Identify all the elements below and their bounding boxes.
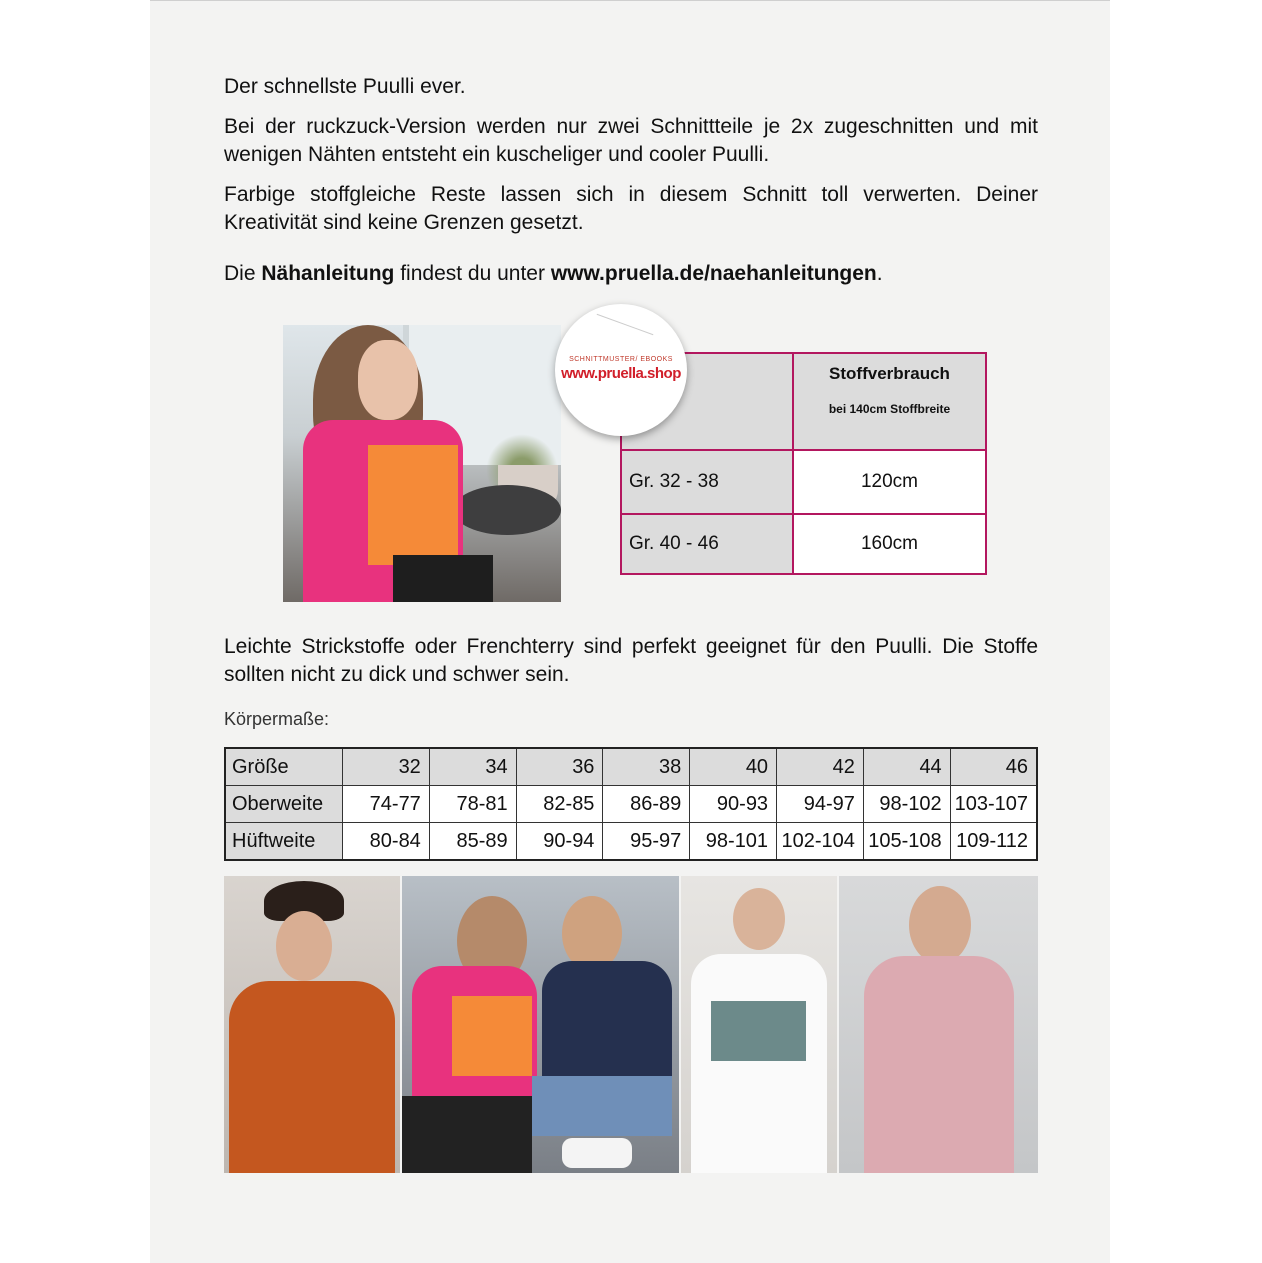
- leather-pants: [402, 1096, 532, 1173]
- navy-sweater: [542, 961, 672, 1091]
- measure-cell: 90-94: [516, 823, 603, 861]
- face: [358, 340, 418, 420]
- size-cell: 40: [690, 748, 777, 786]
- orange-sweater: [229, 981, 395, 1173]
- fabric-row: [621, 450, 986, 514]
- fabric-table-header: [793, 353, 986, 450]
- fabric-header-sub: bei 140cm Stoffbreite: [828, 402, 951, 416]
- size-cell: 32: [343, 748, 430, 786]
- leather-pants: [393, 555, 493, 602]
- photo-pink-knit-sweater: [839, 876, 1038, 1173]
- size-row-bust: [225, 786, 1037, 823]
- pink-knit-sweater: [864, 956, 1014, 1173]
- face: [909, 886, 971, 964]
- face: [562, 896, 622, 971]
- size-cell: 44: [863, 748, 950, 786]
- size-row-header: [225, 748, 1037, 786]
- sneaker: [562, 1138, 632, 1168]
- face: [733, 888, 785, 950]
- logo-sketch-line: [597, 314, 654, 335]
- measure-cell: 95-97: [603, 823, 690, 861]
- fabric-note: Leichte Strickstoffe oder Frenchterry sind perfekt geeignet für den Puulli. Die Stoffe sollten nicht zu dick und schwer sein.: [224, 635, 1038, 686]
- measure-cell: 78-81: [429, 786, 516, 823]
- fabric-size: Gr. 32 - 38: [621, 450, 793, 514]
- orange-block: [452, 996, 532, 1076]
- row-label: Größe: [225, 748, 343, 786]
- body-measurements-label: Körpermaße:: [224, 709, 330, 729]
- logo-shop-url: www.pruella.shop: [561, 365, 681, 382]
- white-sweater: [691, 954, 827, 1173]
- row-label: Hüftweite: [225, 823, 343, 861]
- logo-tagline: SCHNITTMUSTER/ EBOOKS: [569, 356, 673, 363]
- measure-cell: 74-77: [343, 786, 430, 823]
- intro-headline: Der schnellste Puulli ever.: [224, 75, 466, 98]
- measure-cell: 98-101: [690, 823, 777, 861]
- sewing-guide-link[interactable]: www.pruella.de/naehanleitungen: [550, 262, 877, 285]
- model-photo-gallery: [224, 876, 1038, 1173]
- fabric-amount: 120cm: [793, 450, 986, 514]
- measure-cell: 80-84: [343, 823, 430, 861]
- measure-cell: 85-89: [429, 823, 516, 861]
- intro-paragraph-scraps: Farbige stoffgleiche Reste lassen sich in diesem Schnitt toll verwerten. Deiner Kreativität sind keine Grenzen gesetzt.: [224, 183, 1038, 234]
- size-row-hip: [225, 823, 1037, 861]
- page: [150, 0, 1110, 1263]
- teal-block: [711, 1001, 806, 1061]
- measure-cell: 86-89: [603, 786, 690, 823]
- photo-white-sweater: [681, 876, 837, 1173]
- row-label: Oberweite: [225, 786, 343, 823]
- sewing-guide-bold: Nähanleitung: [261, 262, 395, 285]
- size-table: [224, 747, 1038, 861]
- fabric-amount: 160cm: [793, 514, 986, 574]
- size-cell: 42: [777, 748, 864, 786]
- intro-paragraph-cut: Bei der ruckzuck-Version werden nur zwei Schnittteile je 2x zugeschnitten und mit wenigen Nähten entsteht ein kuscheliger und cooler Puulli.: [224, 115, 1038, 166]
- size-cell: 38: [603, 748, 690, 786]
- chair: [453, 485, 561, 535]
- measure-cell: 90-93: [690, 786, 777, 823]
- measure-cell: 102-104: [777, 823, 864, 861]
- measure-cell: 82-85: [516, 786, 603, 823]
- sewing-guide-line: Die Nähanleitung findest du unter www.pruella.de/naehanleitungen.: [224, 262, 883, 285]
- photo-orange-sweater: [224, 876, 400, 1173]
- jeans: [532, 1076, 672, 1136]
- model-photo-pink-sweater: [283, 325, 561, 602]
- fabric-size: Gr. 40 - 46: [621, 514, 793, 574]
- measure-cell: 103-107: [950, 786, 1037, 823]
- size-cell: 36: [516, 748, 603, 786]
- pruella-shop-logo: [555, 304, 687, 436]
- size-cell: 34: [429, 748, 516, 786]
- measure-cell: 105-108: [863, 823, 950, 861]
- face: [276, 911, 332, 981]
- measure-cell: 94-97: [777, 786, 864, 823]
- photo-two-women: [402, 876, 679, 1173]
- measure-cell: 98-102: [863, 786, 950, 823]
- orange-color-block: [368, 445, 458, 565]
- measure-cell: 109-112: [950, 823, 1037, 861]
- fabric-header-title: Stoffverbrauch: [829, 364, 950, 383]
- fabric-row: [621, 514, 986, 574]
- size-cell: 46: [950, 748, 1037, 786]
